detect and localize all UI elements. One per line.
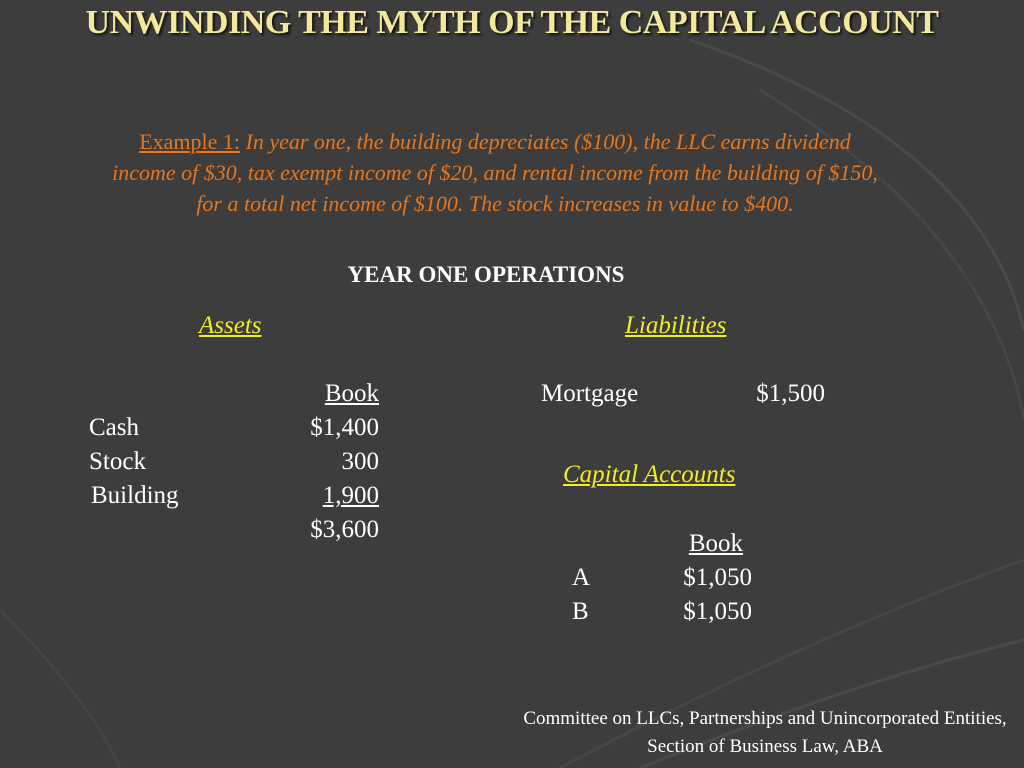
liabilities-heading: Liabilities (625, 312, 727, 339)
assets-heading: Assets (199, 312, 262, 339)
asset-value-cash: $1,400 (310, 414, 379, 441)
capital-accounts-heading: Capital Accounts (563, 461, 736, 488)
operations-heading: YEAR ONE OPERATIONS (347, 262, 625, 287)
page-title: UNWINDING THE MYTH OF THE CAPITAL ACCOUNT (85, 4, 939, 41)
asset-value-building: 1,900 (322, 482, 379, 509)
capital-label-a: A (572, 564, 591, 591)
example-lead: Example 1: (139, 129, 240, 154)
capital-label-b: B (572, 598, 589, 625)
capital-value-b: $1,050 (683, 598, 752, 625)
asset-value-stock: 300 (341, 448, 379, 475)
capital-value-a: $1,050 (683, 564, 752, 591)
example-body: In year one, the building depreciates ($100), the LLC earns dividend income of $30, tax exempt income of $20, and rental income from the building of $150, for a total net income of $100. The stock increases in value to $400. (112, 129, 878, 216)
asset-label-building: Building (91, 482, 179, 509)
assets-book-header: Book (324, 380, 379, 407)
capital-book-header: Book (688, 530, 743, 557)
assets-total: $3,600 (310, 516, 379, 543)
example-paragraph (110, 126, 880, 219)
liability-value-mortgage: $1,500 (756, 380, 825, 407)
asset-label-cash: Cash (89, 414, 139, 441)
liability-label-mortgage: Mortgage (541, 380, 639, 407)
footer-credit: Committee on LLCs, Partnerships and Unincorporated Entities, Section of Business Law, ABA (523, 708, 1007, 757)
asset-label-stock: Stock (89, 448, 146, 475)
